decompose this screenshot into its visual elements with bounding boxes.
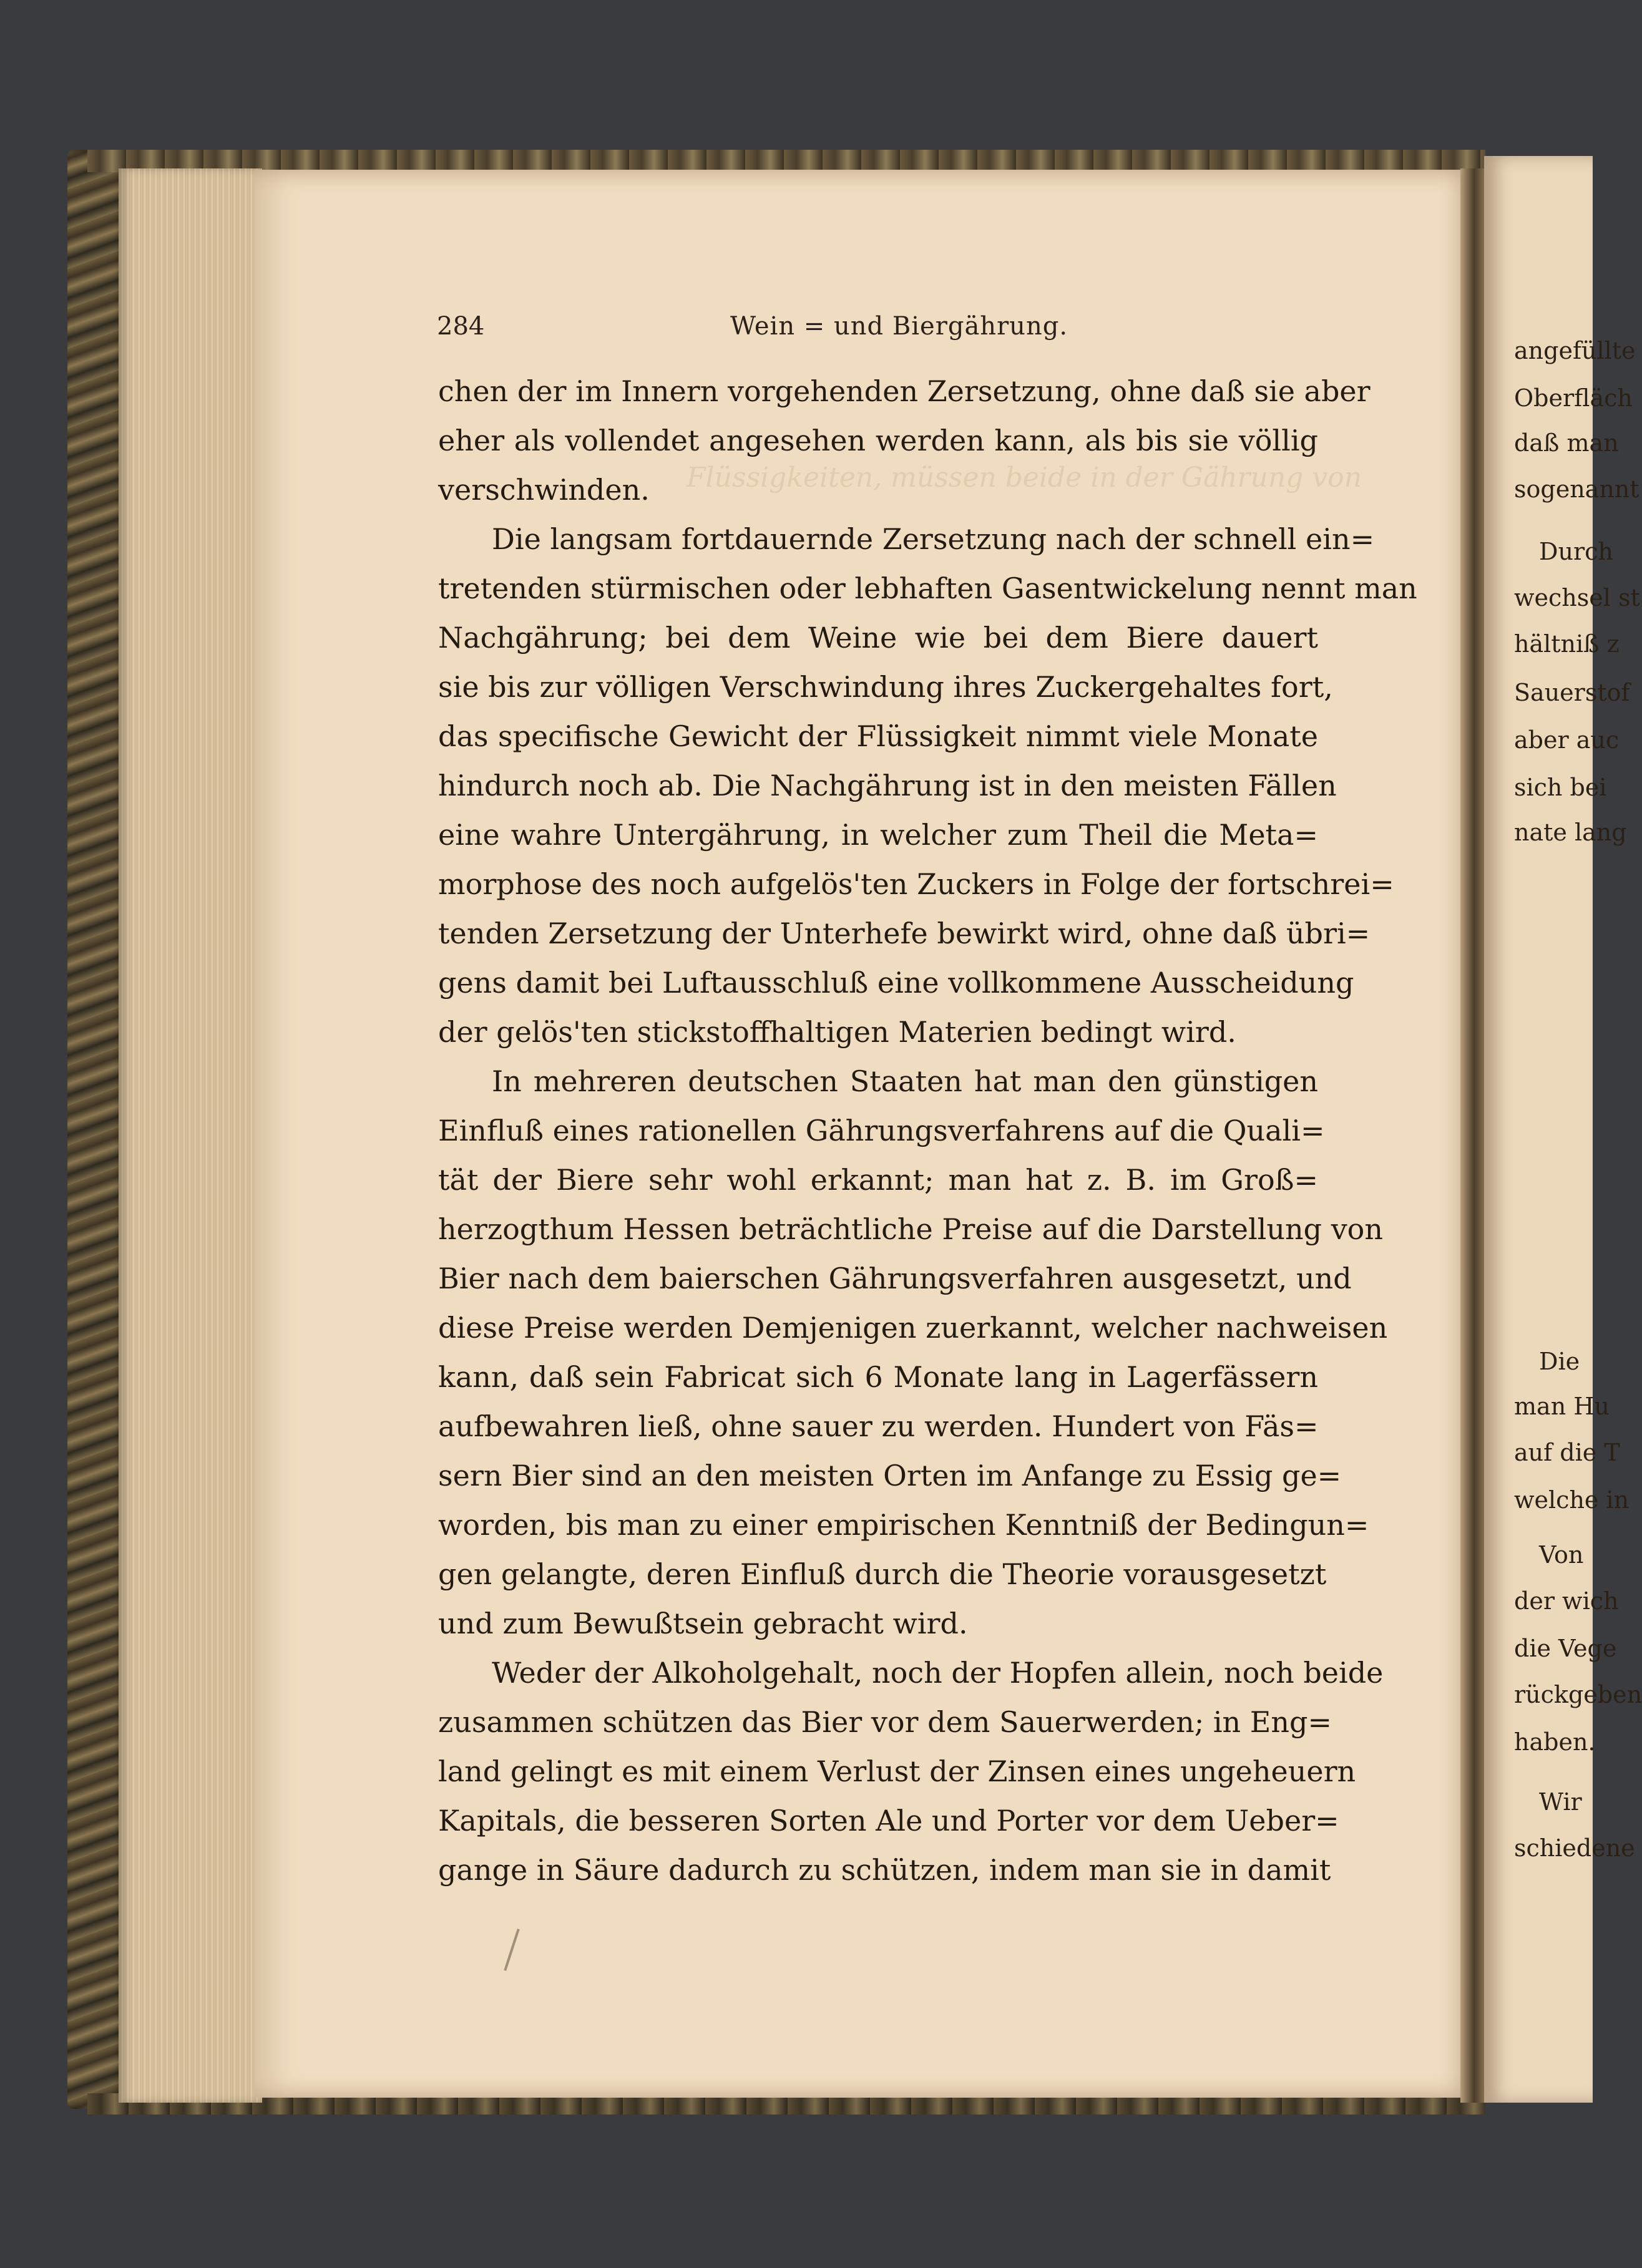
right-page-line: haben. bbox=[1514, 1728, 1596, 1756]
text-line: hindurch noch ab. Die Nachgährung ist in den meisten Fällen bbox=[438, 769, 1337, 802]
text-line: sern Bier sind an den meisten Orten im Anfange zu Essig ge= bbox=[438, 1459, 1342, 1492]
right-page-line: welche in bbox=[1514, 1486, 1630, 1514]
running-head: Wein = und Biergährung. bbox=[730, 312, 1068, 341]
page-block-edges bbox=[119, 168, 262, 2103]
text-line: eine wahre Untergährung, in welcher zum Theil die Meta= bbox=[438, 818, 1318, 852]
text-line: Einfluß eines rationellen Gährungsverfahrens auf die Quali= bbox=[438, 1114, 1325, 1147]
text-line: herzogthum Hessen beträchtliche Preise auf die Darstellung von bbox=[438, 1212, 1384, 1246]
right-page-line: Durch bbox=[1539, 538, 1613, 565]
right-page-line: der wich bbox=[1514, 1587, 1619, 1615]
right-page-line: die Vege bbox=[1514, 1635, 1617, 1662]
right-page-line: angefüllte bbox=[1514, 337, 1636, 364]
marbled-cover-edge bbox=[67, 150, 124, 2109]
text-line: Bier nach dem baierschen Gährungsverfahren ausgesetzt, und bbox=[438, 1262, 1352, 1295]
text-line: das specifische Gewicht der Flüssigkeit nimmt viele Monate bbox=[438, 719, 1318, 753]
page-number: 284 bbox=[437, 312, 485, 341]
show-through-text: Flüssigkeiten, müssen beide in der Gährung von bbox=[687, 462, 1362, 494]
right-page-line: sogenannt bbox=[1514, 475, 1640, 503]
text-line: zusammen schützen das Bier vor dem Sauerwerden; in Eng= bbox=[438, 1705, 1332, 1739]
text-line: gange in Säure dadurch zu schützen, indem man sie in damit bbox=[438, 1853, 1331, 1887]
right-page-line: daß man bbox=[1514, 429, 1619, 457]
text-line: In mehreren deutschen Staaten hat man den günstigen bbox=[492, 1064, 1318, 1098]
cover-top-edge bbox=[87, 150, 1485, 172]
text-line: eher als vollendet angesehen werden kann, als bis sie völlig bbox=[438, 424, 1318, 457]
text-line: gen gelangte, deren Einfluß durch die Theorie vorausgesetzt bbox=[438, 1557, 1327, 1591]
text-line: verschwinden. bbox=[438, 473, 650, 507]
right-page-line: aber auc bbox=[1514, 726, 1620, 754]
text-line: morphose des noch aufgelös'ten Zuckers in Folge der fortschrei= bbox=[438, 867, 1394, 901]
right-page-line: Von bbox=[1539, 1541, 1584, 1569]
right-page-line: nate lang bbox=[1514, 819, 1627, 846]
text-line: tenden Zersetzung der Unterhefe bewirkt wird, ohne daß übri= bbox=[438, 917, 1371, 950]
text-line: land gelingt es mit einem Verlust der Zinsen eines ungeheuern bbox=[438, 1755, 1356, 1788]
right-page-line: Oberfläch bbox=[1514, 384, 1633, 412]
body-text bbox=[438, 367, 1417, 1895]
text-line: Nachgährung; bei dem Weine wie bei dem Biere dauert bbox=[438, 621, 1318, 655]
text-line: Die langsam fortdauernde Zersetzung nach der schnell ein= bbox=[492, 522, 1375, 556]
text-line: worden, bis man zu einer empirischen Kenntniß der Bedingun= bbox=[438, 1508, 1369, 1542]
right-page-line: wechsel st bbox=[1514, 584, 1640, 611]
book-gutter bbox=[1460, 168, 1485, 2103]
right-page-line: rückgeben bbox=[1514, 1681, 1642, 1708]
text-line: kann, daß sein Fabricat sich 6 Monate lang in Lagerfässern bbox=[438, 1360, 1318, 1394]
text-line: tät der Biere sehr wohl erkannt; man hat z. B. im Groß= bbox=[438, 1163, 1318, 1197]
right-page-line: Wir bbox=[1539, 1788, 1582, 1816]
text-line: gens damit bei Luftausschluß eine vollkommene Ausscheidung bbox=[438, 966, 1354, 1000]
text-line: und zum Bewußtsein gebracht wird. bbox=[438, 1607, 968, 1640]
text-line: tretenden stürmischen oder lebhaften Gasentwickelung nennt man bbox=[438, 572, 1417, 605]
text-line: der gelös'ten stickstoffhaltigen Materien bedingt wird. bbox=[438, 1015, 1236, 1049]
text-line: chen der im Innern vorgehenden Zersetzung, ohne daß sie aber bbox=[438, 374, 1371, 408]
text-line: diese Preise werden Demjenigen zuerkannt, welcher nachweisen bbox=[438, 1311, 1388, 1345]
text-line: Weder der Alkoholgehalt, noch der Hopfen allein, noch beide bbox=[492, 1656, 1384, 1690]
right-page-line: Die bbox=[1539, 1348, 1580, 1375]
text-line: aufbewahren ließ, ohne sauer zu werden. Hundert von Fäs= bbox=[438, 1409, 1319, 1443]
right-page-line: Sauerstof bbox=[1514, 679, 1630, 706]
right-page-line: auf die T bbox=[1514, 1439, 1620, 1466]
right-page-line: sich bei bbox=[1514, 774, 1607, 801]
right-page-line: schiedene bbox=[1514, 1834, 1635, 1862]
text-line: sie bis zur völligen Verschwindung ihres Zuckergehaltes fort, bbox=[438, 670, 1333, 704]
right-page-line: man Hu bbox=[1514, 1393, 1610, 1420]
text-line: Kapitals, die besseren Sorten Ale und Porter vor dem Ueber= bbox=[438, 1804, 1339, 1837]
right-page-line: hältniß z bbox=[1514, 630, 1620, 658]
